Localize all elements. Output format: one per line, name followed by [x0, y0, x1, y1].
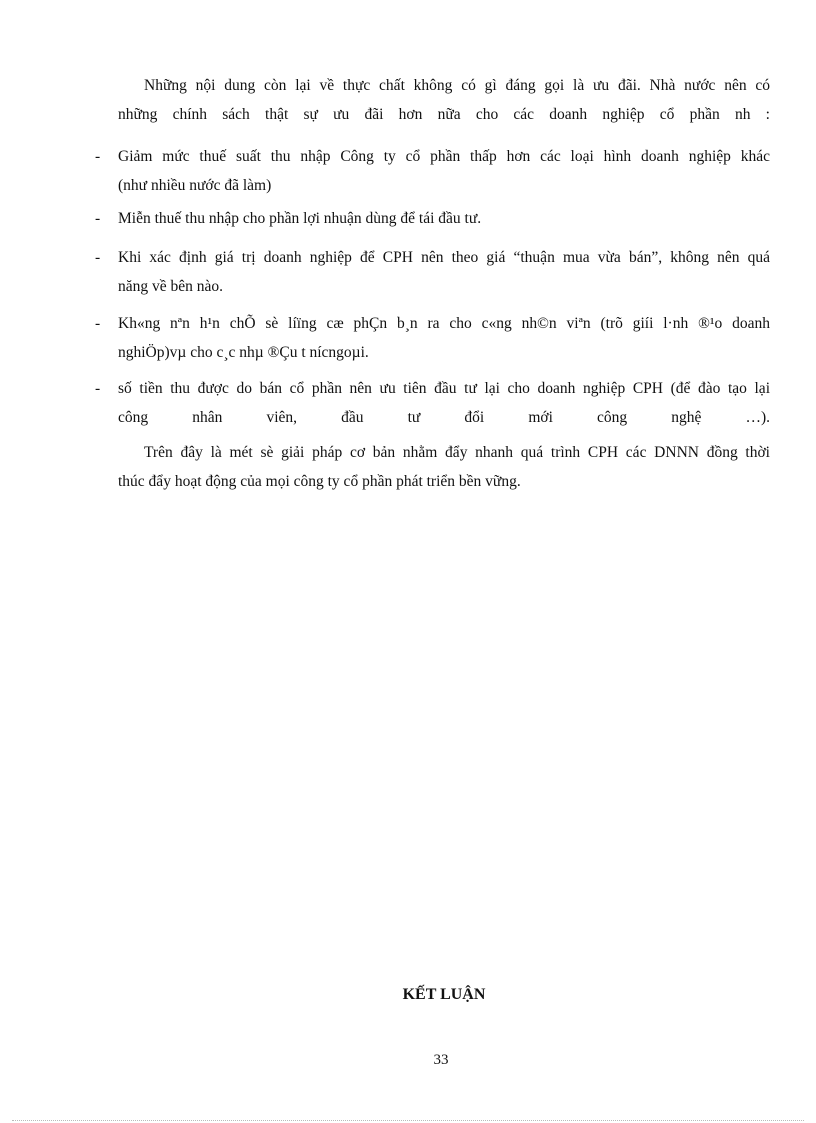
bullet-dash-2: -	[95, 210, 101, 227]
intro-line-1: Những nội dung còn lại về thực chất không có gì đáng gọi là ưu đãi. Nhà nước nên có	[144, 77, 770, 94]
bullet-dash-1: -	[95, 148, 101, 165]
bullet-1-line-1: Giảm mức thuế suất thu nhập Công ty cổ phần thấp hơn các loại hình doanh nghiệp khác	[118, 148, 770, 165]
bullet-4-line-2: nghiÖp)vµ cho c¸c nhµ ®Çu t nícngoµi.	[118, 344, 369, 361]
bullet-3-line-2: năng về bên nào.	[118, 278, 224, 295]
bullet-item-5	[118, 374, 770, 432]
section-heading: KẾT LUẬN	[402, 986, 486, 1003]
bullet-item-3	[118, 243, 770, 301]
intro-line-2: những chính sách thật sự ưu đãi hơn nữa cho các doanh nghiệp cổ phần nh :	[118, 106, 770, 123]
bullet-dash-5: -	[95, 380, 101, 397]
bullet-3-line-1: Khi xác định giá trị doanh nghiệp để CPH nên theo giá “thuận mua vừa bán”, không nên quá	[118, 249, 770, 266]
bullet-item-2	[118, 204, 770, 233]
closing-line-2: thúc đẩy hoạt động của mọi công ty cổ phần phát triển bền vững.	[118, 473, 521, 490]
page-number: 33	[433, 1052, 449, 1068]
page-bottom-border	[12, 1120, 804, 1121]
bullet-item-4	[118, 309, 770, 367]
intro-paragraph	[118, 71, 770, 129]
bullet-dash-4: -	[95, 315, 101, 332]
bullet-4-line-1: Kh«ng nªn h¹n chÕ sè líïng cæ phÇn b¸n ra cho c«ng nh©n viªn (trõ giíi l·nh ®¹o doanh	[118, 315, 770, 332]
closing-paragraph	[118, 438, 770, 496]
bullet-1-line-2: (như nhiều nước đã làm)	[118, 177, 272, 194]
closing-line-1: Trên đây là mét sè giải pháp cơ bản nhằm đẩy nhanh quá trình CPH các DNNN đồng thời	[144, 444, 770, 461]
bullet-2-line-1: Miễn thuế thu nhập cho phần lợi nhuận dùng để tái đầu tư.	[118, 210, 482, 227]
bullet-item-1	[118, 142, 770, 200]
bullet-5-line-1: số tiền thu được do bán cổ phần nên ưu tiên đầu tư lại cho doanh nghiệp CPH (để đào tạo lại	[118, 380, 770, 397]
bullet-5-line-2: công nhân viên, đầu tư đổi mới công nghệ …).	[118, 409, 770, 426]
bullet-dash-3: -	[95, 249, 101, 266]
